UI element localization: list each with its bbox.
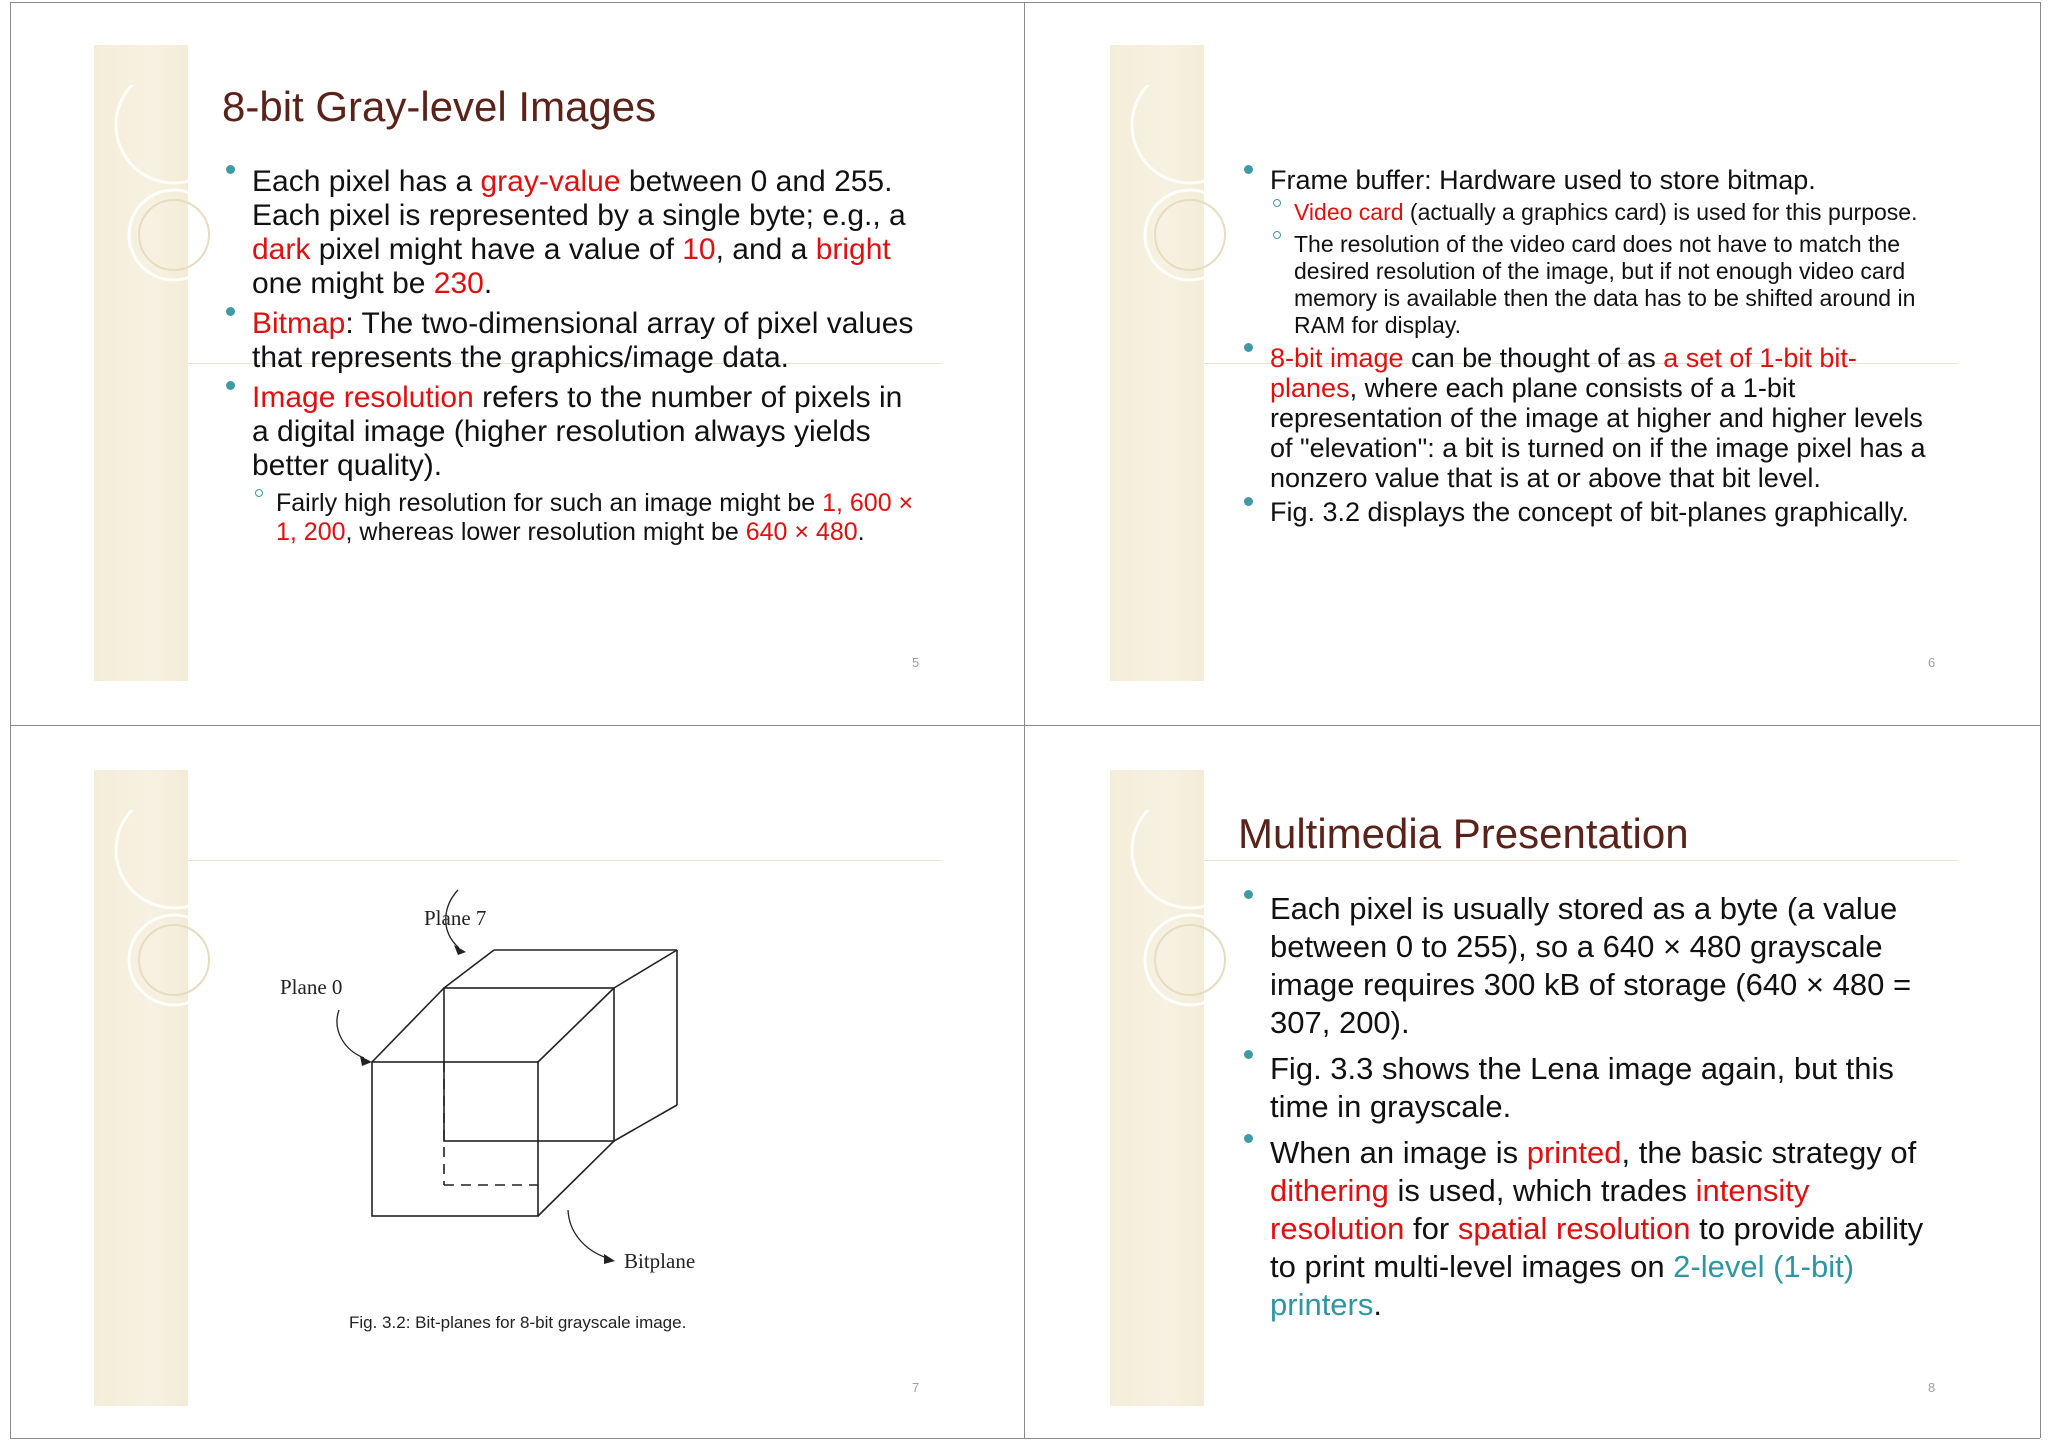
bullet-image-resolution — [222, 381, 922, 547]
edge-top-left — [372, 988, 444, 1062]
bullet-text: When an image is — [1270, 1135, 1527, 1170]
plane-0-arrowhead — [360, 1056, 372, 1066]
bullet-text: Frame buffer: Hardware used to store bitmap. — [1270, 165, 1816, 195]
bullet-text: : The two-dimensional array of pixel values that represents the graphics/image data. — [252, 307, 914, 374]
bitplane-diagram — [94, 770, 942, 1406]
outer-plane-diag-top — [444, 950, 494, 988]
highlight-term: bright — [815, 233, 891, 266]
bullet-text: pixel might have a value of — [310, 233, 683, 266]
slide-title: 8-bit Gray-level Images — [222, 83, 657, 130]
slide-number: 8 — [1928, 1380, 1936, 1395]
bullet-list — [1240, 165, 1930, 527]
bullet-8-bit-image — [1240, 343, 1930, 493]
back-plane — [444, 988, 614, 1141]
bullet-text: one might be — [252, 267, 434, 300]
grid-divider-horizontal — [10, 725, 2040, 726]
page-border-bottom — [10, 1438, 2040, 1439]
outer-plane-diag-bottom — [614, 1105, 677, 1141]
sub-bullet-list — [1270, 199, 1930, 339]
bullet-fig-3-3 — [1240, 1050, 1940, 1126]
bullet-text: . — [483, 267, 493, 300]
bullet-text: , where each plane consists of a 1-bit representation of the image at higher and higher levels of "elevation": a bit is turned on if the image pixel has a nonzero value that is at or above that bit level. — [1270, 373, 1926, 493]
page-border-right — [2040, 2, 2041, 1438]
highlight-term: intensity resolution — [1270, 1173, 1810, 1246]
slide-number: 7 — [912, 1380, 920, 1395]
edge-top-right — [538, 988, 614, 1062]
plane-7-label: Plane 7 — [424, 906, 487, 930]
bullet-text: Fairly high resolution for such an image might be — [276, 489, 823, 517]
highlight-term: 10 — [682, 233, 716, 266]
bitplane-arrowhead — [604, 1254, 615, 1264]
sub-bullet-resolution-example — [252, 489, 922, 547]
bullet-text: . — [1373, 1287, 1382, 1322]
slide-7 — [94, 770, 942, 1406]
highlight-term: dithering — [1270, 1173, 1389, 1208]
highlight-term: printed — [1526, 1135, 1622, 1170]
bullet-text: Each pixel is usually stored as a byte (a value between 0 to 255), so a 640 × 480 grayscale image requires 300 kB of storage (640 × 480 = 307, 200). — [1270, 891, 1912, 1040]
bullet-text: to provide ability to print multi-level images on — [1270, 1211, 1924, 1284]
slide-title: Multimedia Presentation — [1238, 810, 1689, 857]
sub-bullet-video-card — [1270, 199, 1930, 226]
bullet-text: is used, which trades — [1388, 1173, 1696, 1208]
bullet-text: (actually a graphics card) is used for this purpose. — [1403, 199, 1918, 225]
title-rule — [1204, 860, 1958, 861]
bullet-text: Each pixel is represented by a single byte; e.g., a — [252, 199, 906, 232]
grid-divider-vertical — [1024, 2, 1025, 1438]
bullet-text: Fig. 3.3 shows the Lena image again, but this time in grayscale. — [1270, 1051, 1894, 1124]
highlight-term: Bitmap — [252, 307, 346, 340]
bullet-fig-3-2 — [1240, 497, 1930, 527]
outer-plane-top-join — [614, 950, 677, 988]
bullet-text: Fig. 3.2 displays the concept of bit-planes graphically. — [1270, 497, 1909, 527]
bullet-gray-value — [222, 165, 922, 301]
front-plane — [372, 1062, 538, 1216]
figure-caption: Fig. 3.2: Bit-planes for 8-bit grayscale image. — [349, 1313, 687, 1332]
bullet-text: can be thought of as — [1403, 343, 1664, 373]
bullet-text: , and a — [715, 233, 816, 266]
highlight-term: 230 — [433, 267, 484, 300]
highlight-term: Image resolution — [252, 381, 474, 414]
edge-bottom-right — [538, 1141, 614, 1216]
bullet-pixel-storage — [1240, 890, 1940, 1042]
bullet-frame-buffer — [1240, 165, 1930, 339]
bitplane-arrow — [568, 1210, 607, 1258]
bullet-text: . — [857, 518, 865, 546]
highlight-term: gray-value — [480, 165, 621, 198]
highlight-term: spatial resolution — [1457, 1211, 1691, 1246]
highlight-term: 2-level (1-bit) printers — [1270, 1249, 1855, 1322]
slide-5 — [94, 45, 942, 681]
bullet-list — [1240, 890, 1940, 1324]
page-border-top — [10, 2, 2040, 3]
bitplane-label: Bitplane — [624, 1249, 696, 1273]
sub-bullet-list — [252, 489, 922, 547]
bullet-list — [222, 165, 922, 553]
page-border-left — [10, 2, 11, 1438]
plane-0-label: Plane 0 — [280, 975, 343, 999]
plane-7-arrowhead — [454, 945, 466, 955]
bullet-text: between 0 and 255. — [620, 165, 893, 198]
bullet-text: The resolution of the video card does not have to match the desired resolution of the image, but if not enough video card memory is available then the data has to be shifted around in RAM for display. — [1294, 231, 1916, 338]
highlight-term: 8-bit image — [1270, 343, 1404, 373]
sub-bullet-resolution — [1270, 231, 1930, 339]
plane-0-arrow — [337, 1010, 364, 1058]
slide-8 — [1110, 770, 1958, 1406]
highlight-term: 1, 600 × 1, 200 — [276, 489, 914, 546]
highlight-term: a set of 1-bit bit-planes — [1270, 343, 1857, 403]
slide-number: 6 — [1928, 655, 1936, 670]
slide-number: 5 — [912, 655, 920, 670]
bullet-text: for — [1404, 1211, 1458, 1246]
bullet-dithering — [1240, 1134, 1940, 1324]
highlight-term: 640 × 480 — [745, 518, 858, 546]
highlight-term: dark — [252, 233, 311, 266]
slide-6 — [1110, 45, 1958, 681]
bullet-text: refers to the number of pixels in a digital image (higher resolution always yields better quality). — [252, 381, 903, 482]
bullet-text: , whereas lower resolution might be — [345, 518, 746, 546]
highlight-term: Video card — [1294, 199, 1404, 225]
bullet-text: , the basic strategy of — [1621, 1135, 1917, 1170]
bullet-text: Each pixel has a — [252, 165, 481, 198]
bullet-bitmap — [222, 307, 922, 375]
